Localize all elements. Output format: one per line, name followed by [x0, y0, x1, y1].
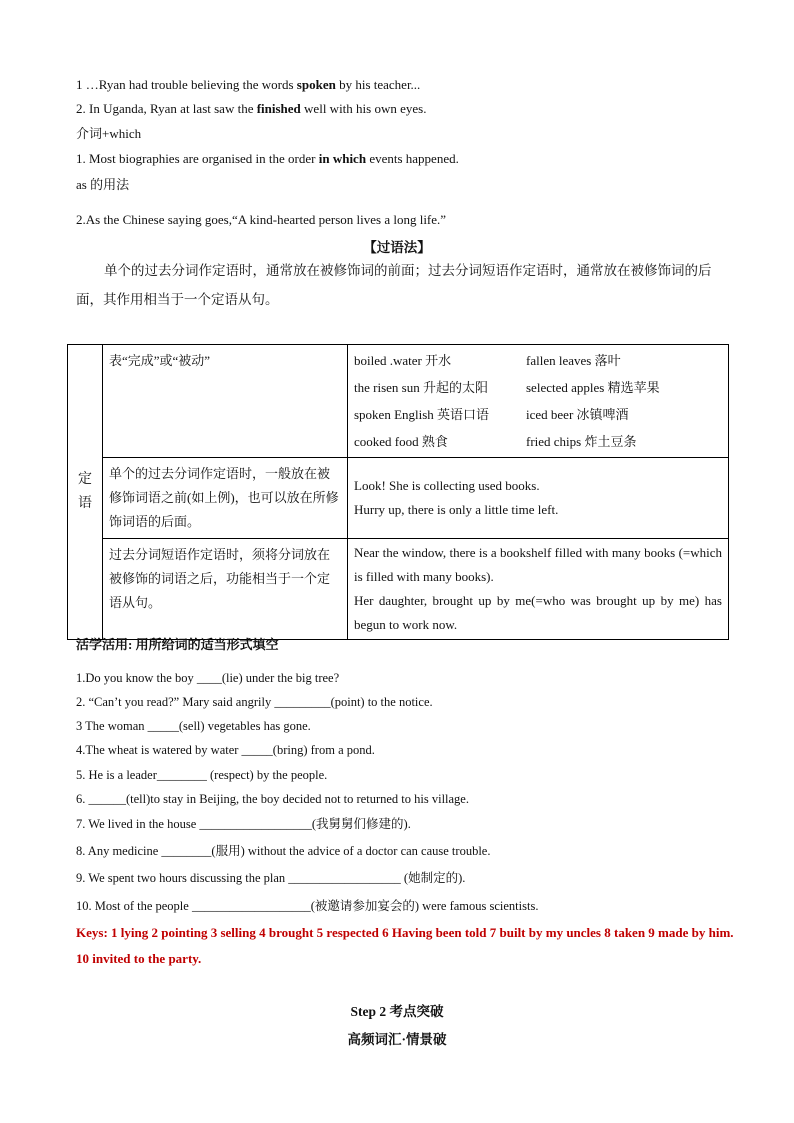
row2-example-1: Look! She is collecting used books. [354, 478, 540, 493]
example-2-tail: well with his own eyes. [300, 101, 427, 116]
example-1-tail: by his teacher... [335, 77, 421, 92]
example-line-2 [76, 101, 426, 117]
prep-which-heading: 介词+which [76, 126, 142, 141]
as-usage-example: 2.As the Chinese saying goes,“A kind-hearted person lives a long life.” [76, 212, 447, 227]
example-pair: the risen sun 升起的太阳 selected apples 精选苹果 [354, 380, 660, 395]
grammar-title: 【过语法】 [363, 240, 431, 255]
example-2-text: 2. In Uganda, Ryan at last saw the [76, 101, 257, 116]
example-pair: cooked food 熟食 fried chips 炸土豆条 [354, 434, 637, 449]
exercise-item: 5. He is a leader________ (respect) by the people. [76, 768, 328, 782]
table-category: 定语 [78, 472, 92, 511]
grammar-table [67, 344, 729, 640]
example-2-keyword: finished [256, 101, 301, 116]
as-usage-heading: as 的用法 [76, 177, 130, 192]
prep-which-example [76, 151, 459, 167]
example-1-text: 1 …Ryan had trouble believing the words [76, 77, 297, 92]
exercise-title: 活学活用: 用所给词的适当形式填空 [76, 637, 279, 652]
row2-example-2: Hurry up, there is only a little time left. [354, 502, 559, 517]
exercise-item: 10. Most of the people ___________________(被邀请参加宴会的) were famous scientists. [76, 899, 539, 913]
table-category-cell [68, 345, 103, 640]
row3-examples [348, 539, 729, 640]
answer-keys: Keys: 1 lying 2 pointing 3 selling 4 brought 5 respected 6 Having been told 7 built by my uncles 8 taken 9 made by him. 10 invited to the party. [76, 925, 734, 966]
exercise-item: 1.Do you know the boy ____(lie) under the big tree? [76, 671, 340, 685]
step-title: Step 2 考点突破 [350, 1004, 444, 1019]
row3-example-2: Her daughter, brought up by me(=who was brought up by me) has begun to work now. [354, 593, 722, 632]
example-pair: boiled .water 开水 fallen leaves 落叶 [354, 353, 621, 368]
prep-which-keyword: in which [318, 151, 367, 166]
row2-examples [348, 458, 729, 539]
row1-desc: 表“完成”或“被动” [103, 345, 348, 458]
exercise-item: 2. “Can’t you read?” Mary said angrily _________(point) to the notice. [76, 695, 433, 709]
row3-desc: 过去分词短语作定语时，须将分词放在被修饰的词语之后，功能相当于一个定语从句。 [103, 539, 348, 640]
grammar-intro: 单个的过去分词作定语时，通常放在被修饰词的前面；过去分词短语作定语时，通常放在被修饰词的后面，其作用相当于一个定语从句。 [76, 263, 712, 307]
exercise-item: 3 The woman _____(sell) vegetables has gone. [76, 719, 311, 733]
prep-which-text: 1. Most biographies are organised in the order [76, 151, 319, 166]
row2-desc: 单个的过去分词作定语时，一般放在被修饰词语之前(如上例)，也可以放在所修饰词语的后面。 [103, 458, 348, 539]
exercise-item: 7. We lived in the house __________________(我舅舅们修建的). [76, 817, 411, 831]
example-line-1 [76, 77, 420, 93]
example-1-keyword: spoken [296, 77, 336, 92]
exercise-item: 8. Any medicine ________(服用) without the advice of a doctor can cause trouble. [76, 844, 491, 858]
exercise-item: 9. We spent two hours discussing the plan __________________ (她制定的). [76, 871, 466, 885]
exercise-item: 6. ______(tell)to stay in Beijing, the boy decided not to returned to his village. [76, 792, 469, 806]
prep-which-tail: events happened. [366, 151, 459, 166]
example-pair: spoken English 英语口语 iced beer 冰镇啤酒 [354, 407, 629, 422]
row3-example-1: Near the window, there is a bookshelf filled with many books (=which is filled with many books). [354, 545, 722, 584]
exercise-item: 4.The wheat is watered by water _____(bring) from a pond. [76, 743, 375, 757]
step-subtitle: 高频词汇·情景破 [347, 1032, 447, 1047]
row1-examples [348, 345, 729, 458]
